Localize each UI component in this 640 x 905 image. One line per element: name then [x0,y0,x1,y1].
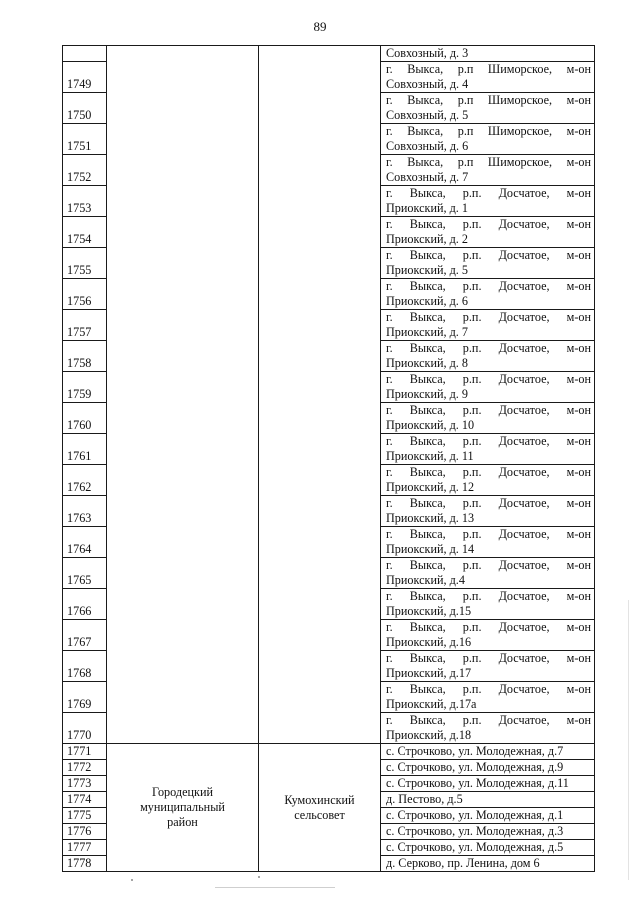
row-number-cell [63,155,107,186]
row-number-cell [63,248,107,279]
address-text: с. Строчково, ул. Молодежная, д.5 [386,840,564,854]
address-text: г. Выкса, р.п. Досчатое, м-он Приокский, д. 1 [386,186,591,215]
row-number: 1749 [67,77,92,91]
row-number-cell [63,62,107,93]
row-number-cell [63,744,107,760]
address-cell [381,527,595,558]
address-text: г. Выкса, р.п. Досчатое, м-он Приокский, д.4 [386,558,591,587]
row-number-cell [63,776,107,792]
row-number: 1755 [67,263,92,277]
address-cell [381,824,595,840]
address-text: г. Выкса, р.п. Досчатое, м-он Приокский, д. 10 [386,403,591,432]
address-cell [381,682,595,713]
row-number-cell [63,808,107,824]
district-name: Городецкий муниципальный район [140,785,225,829]
address-text: с. Строчково, ул. Молодежная, д.9 [386,760,564,774]
table-row [63,744,595,760]
row-number: 1752 [67,170,92,184]
address-text: г. Выкса, р.п. Досчатое, м-он Приокский, д. 11 [386,434,591,463]
address-cell [381,808,595,824]
address-text: г. Выкса, р.п. Досчатое, м-он Приокский, д.17а [386,682,591,711]
address-cell [381,496,595,527]
address-cell [381,403,595,434]
address-text: с. Строчково, ул. Молодежная, д.11 [386,776,569,790]
address-text: с. Строчково, ул. Молодежная, д.3 [386,824,564,838]
row-number: 1762 [67,480,92,494]
row-number-cell [63,589,107,620]
row-number: 1758 [67,356,92,370]
row-number-cell [63,372,107,403]
address-text: г. Выкса, р.п. Досчатое, м-он Приокский, д. 5 [386,248,591,277]
address-text: г. Выкса, р.п. Досчатое, м-он Приокский, д. 12 [386,465,591,494]
address-text: г. Выкса, р.п Шиморское, м-он Совхозный, д. 7 [386,155,591,184]
address-text: г. Выкса, р.п Шиморское, м-он Совхозный, д. 5 [386,93,591,122]
row-number: 1768 [67,666,92,680]
row-number-cell [63,558,107,589]
address-text: Совхозный, д. 3 [386,46,469,60]
row-number: 1751 [67,139,92,153]
address-text: д. Пестово, д.5 [386,792,463,806]
row-number-cell [63,279,107,310]
row-number-cell [63,856,107,872]
address-text: г. Выкса, р.п. Досчатое, м-он Приокский, д. 14 [386,527,591,556]
row-number: 1764 [67,542,92,556]
address-text: г. Выкса, р.п. Досчатое, м-он Приокский, д. 8 [386,341,591,370]
row-number-cell [63,713,107,744]
address-cell [381,155,595,186]
address-cell [381,93,595,124]
row-number: 1750 [67,108,92,122]
row-number-cell [63,186,107,217]
row-number-cell [63,434,107,465]
addresses-table [62,45,595,872]
address-cell [381,186,595,217]
row-number: 1753 [67,201,92,215]
table-row [63,46,595,62]
row-number: 1759 [67,387,92,401]
address-text: г. Выкса, р.п. Досчатое, м-он Приокский, д.17 [386,651,591,680]
district-cell [107,744,259,872]
row-number-cell [63,792,107,808]
address-cell [381,792,595,808]
address-cell [381,760,595,776]
scan-edge-shadow [628,600,629,880]
row-number-cell [63,124,107,155]
address-cell [381,46,595,62]
row-number: 1772 [67,760,92,774]
row-number-cell [63,620,107,651]
address-cell [381,62,595,93]
row-number: 1771 [67,744,92,758]
address-text: г. Выкса, р.п. Досчатое, м-он Приокский, д. 9 [386,372,591,401]
page-number: 89 [313,19,327,34]
row-number: 1756 [67,294,92,308]
address-cell [381,434,595,465]
row-number: 1754 [67,232,92,246]
address-text: г. Выкса, р.п Шиморское, м-он Совхозный, д. 4 [386,62,591,91]
address-cell [381,589,595,620]
address-cell [381,372,595,403]
address-cell [381,856,595,872]
row-number: 1761 [67,449,92,463]
row-number-cell [63,824,107,840]
council-name: Кумохинский сельсовет [284,792,355,822]
row-number: 1778 [67,856,92,870]
row-number-cell [63,651,107,682]
row-number: 1760 [67,418,92,432]
row-number-cell [63,682,107,713]
row-number-cell [63,341,107,372]
row-number-cell [63,93,107,124]
district-cell-empty [107,46,259,744]
address-cell [381,776,595,792]
row-number: 1775 [67,808,92,822]
row-number: 1777 [67,840,92,854]
address-cell [381,620,595,651]
address-cell [381,217,595,248]
address-cell [381,558,595,589]
row-number-cell [63,760,107,776]
council-cell-empty [259,46,381,744]
row-number-cell [63,217,107,248]
row-number-cell [63,527,107,558]
address-cell [381,124,595,155]
address-text: г. Выкса, р.п. Досчатое, м-он Приокский, д.15 [386,589,591,618]
row-number: 1757 [67,325,92,339]
row-number-cell [63,496,107,527]
scan-mark [215,887,335,888]
council-cell [259,744,381,872]
address-text: г. Выкса, р.п Шиморское, м-он Совхозный, д. 6 [386,124,591,153]
row-number: 1766 [67,604,92,618]
row-number-cell [63,46,107,62]
address-text: г. Выкса, р.п. Досчатое, м-он Приокский, д. 6 [386,279,591,308]
address-cell [381,310,595,341]
address-text: д. Серково, пр. Ленина, дом 6 [386,856,540,870]
address-text: г. Выкса, р.п. Досчатое, м-он Приокский, д. 13 [386,496,591,525]
row-number: 1774 [67,792,92,806]
row-number: 1763 [67,511,92,525]
row-number: 1767 [67,635,92,649]
address-text: с. Строчково, ул. Молодежная, д.1 [386,808,564,822]
row-number: 1773 [67,776,92,790]
address-text: г. Выкса, р.п. Досчатое, м-он Приокский, д. 7 [386,310,591,339]
address-cell [381,651,595,682]
row-number-cell [63,310,107,341]
row-number: 1769 [67,697,92,711]
address-text: г. Выкса, р.п. Досчатое, м-он Приокский, д.18 [386,713,591,742]
row-number: 1765 [67,573,92,587]
row-number: 1776 [67,824,92,838]
address-text: г. Выкса, р.п. Досчатое, м-он Приокский, д. 2 [386,217,591,246]
scan-dot [131,879,133,881]
address-cell [381,279,595,310]
address-cell [381,840,595,856]
row-number-cell [63,403,107,434]
row-number-cell [63,840,107,856]
address-cell [381,465,595,496]
address-cell [381,341,595,372]
address-text: с. Строчково, ул. Молодежная, д.7 [386,744,564,758]
address-cell [381,248,595,279]
address-cell [381,744,595,760]
address-text: г. Выкса, р.п. Досчатое, м-он Приокский, д.16 [386,620,591,649]
row-number-cell [63,465,107,496]
scan-dot [258,876,260,878]
address-cell [381,713,595,744]
row-number: 1770 [67,728,92,742]
